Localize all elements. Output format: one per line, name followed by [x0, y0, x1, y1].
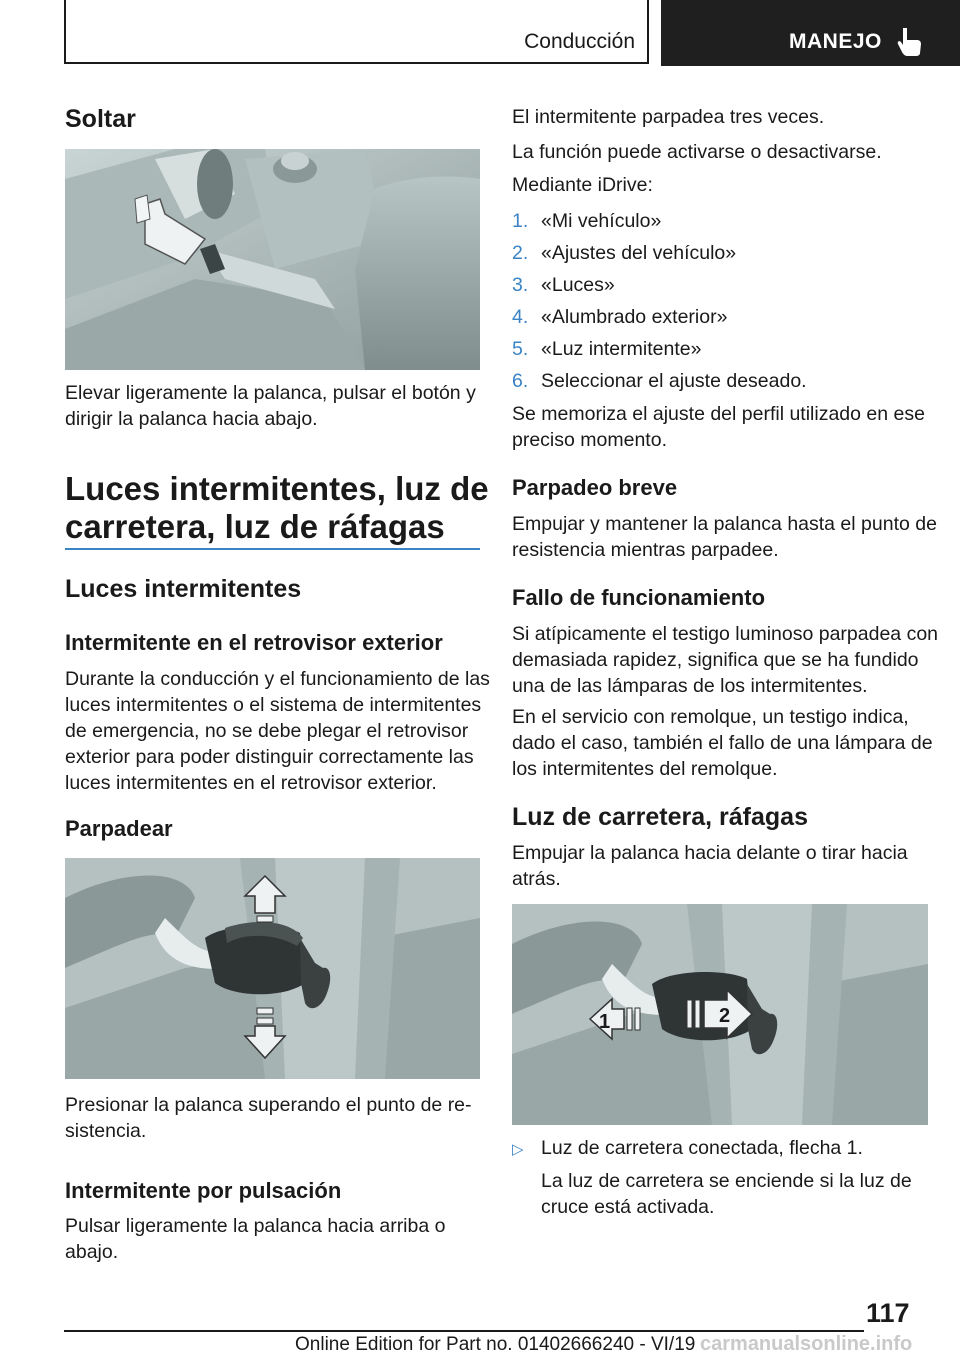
heading-fallo: Fallo de funcionamiento [512, 585, 766, 610]
page-number: 117 [866, 1298, 910, 1328]
paragraph-fallo-1: Si atípicamente el testigo luminoso parpadea con [512, 623, 939, 645]
paragraph-retro-2: luces intermitentes o el sistema de intermitentes [65, 694, 482, 716]
chapter-title: MANEJO [789, 30, 882, 53]
paragraph-retro-3: de emergencia, no se debe plegar el retrovisor [65, 720, 469, 742]
heading-parpadear: Parpadear [65, 816, 173, 841]
header-chapter-box [661, 0, 960, 66]
paragraph-carretera-2: atrás. [512, 868, 561, 890]
section-title: Conducción [524, 30, 635, 53]
arrow-label-2: 2 [719, 1005, 731, 1027]
footer-edition: Online Edition for Part no. 01402666240 - VI/19 [295, 1334, 696, 1355]
step-number: 4. [512, 306, 529, 328]
bullet-text: Luz de carretera conectada, flecha 1. [541, 1137, 863, 1159]
paragraph-idrive: Mediante iDrive: [512, 174, 653, 196]
step-number: 5. [512, 338, 529, 360]
watermark: carmanualsonline.info [700, 1333, 913, 1355]
paragraph-memoriza-2: preciso momento. [512, 429, 667, 451]
figure-turn-signal-lever [65, 858, 480, 1079]
paragraph-breve-1: Empujar y mantener la palanca hasta el punto de [512, 513, 937, 535]
step-text: «Luces» [541, 274, 615, 296]
paragraph-memoriza-1: Se memoriza el ajuste del perfil utilizado en ese [512, 403, 925, 425]
paragraph-pulsacion-2: abajo. [65, 1241, 119, 1263]
pointing-hand-icon [897, 26, 923, 56]
bullet-sub-1: La luz de carretera se enciende si la luz de [541, 1170, 912, 1192]
paragraph-fallo-3: una de las lámparas de los intermitentes. [512, 675, 868, 697]
step-text: «Ajustes del vehículo» [541, 242, 737, 264]
heading-parpadeo-breve: Parpadeo breve [512, 475, 678, 500]
paragraph-soltar-2: dirigir la palanca hacia abajo. [65, 408, 318, 430]
arrow-label-1: 1 [599, 1011, 611, 1033]
figure-parking-brake [65, 149, 480, 370]
heading-pulsacion: Intermitente por pulsación [65, 1178, 342, 1203]
header-section-box [64, 0, 649, 64]
paragraph-parpadear-2: sistencia. [65, 1120, 147, 1142]
step-number: 3. [512, 274, 529, 296]
paragraph-fallo-2: demasiada rapidez, significa que se ha fundido [512, 649, 919, 671]
footer-rule [64, 1330, 864, 1332]
heading-rule [65, 548, 480, 550]
paragraph-retro-4: exterior para poder distinguir correctamente las [65, 746, 474, 768]
paragraph-parpadear-1: Presionar la palanca superando el punto de re- [65, 1094, 472, 1116]
heading-luces-intermitentes: Luces intermitentes [65, 575, 302, 603]
paragraph-soltar-1: Elevar ligeramente la palanca, pulsar el botón y [65, 382, 476, 404]
paragraph-pulsacion-1: Pulsar ligeramente la palanca hacia arriba o [65, 1215, 446, 1237]
heading-luz-carretera: Luz de carretera, ráfagas [512, 803, 808, 831]
heading-retrovisor: Intermitente en el retrovisor exterior [65, 630, 443, 655]
step-text: «Mi vehículo» [541, 210, 662, 232]
heading-soltar: Soltar [65, 105, 136, 133]
figure-high-beam-lever [512, 904, 928, 1125]
paragraph-retro-5: luces intermitentes en el retrovisor exterior. [65, 772, 437, 794]
bullet-triangle-icon: ▷ [512, 1141, 524, 1158]
step-number: 6. [512, 370, 529, 392]
main-heading-line-1: Luces intermitentes, luz de [65, 470, 489, 507]
main-heading-line-2: carretera, luz de ráfagas [65, 508, 445, 545]
step-text: «Luz intermitente» [541, 338, 702, 360]
step-number: 2. [512, 242, 529, 264]
paragraph-breve-2: resistencia mientras parpadee. [512, 539, 779, 561]
paragraph-parpadea-tres: El intermitente parpadea tres veces. [512, 106, 825, 128]
paragraph-retro-1: Durante la conducción y el funcionamiento de las [65, 668, 490, 690]
paragraph-remolque-2: dado el caso, también el fallo de una lámpara de [512, 732, 933, 754]
step-text: «Alumbrado exterior» [541, 306, 728, 328]
step-number: 1. [512, 210, 529, 232]
paragraph-remolque-1: En el servicio con remolque, un testigo indica, [512, 706, 909, 728]
step-text: Seleccionar el ajuste deseado. [541, 370, 807, 392]
paragraph-remolque-3: los intermitentes del remolque. [512, 758, 778, 780]
paragraph-carretera-1: Empujar la palanca hacia delante o tirar hacia [512, 842, 908, 864]
paragraph-funcion: La función puede activarse o desactivarse. [512, 141, 882, 163]
bullet-sub-2: cruce está activada. [541, 1196, 715, 1218]
